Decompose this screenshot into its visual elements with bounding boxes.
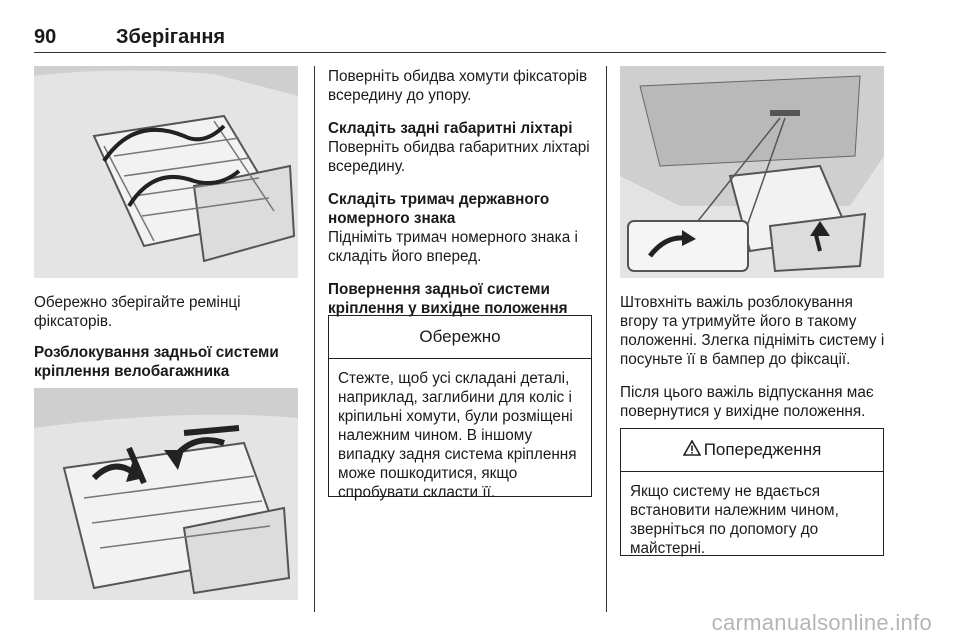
para-lift-plate-holder: Підніміть тримач номерного знака і складіть його вперед. (328, 229, 578, 265)
warning-box-title: Попередження (703, 440, 822, 459)
para-rotate-lights: Поверніть обидва габаритних ліхтарі всередину. (328, 139, 590, 175)
illustration-fold-carrier (34, 388, 298, 600)
warning-box-body: Якщо систему не вдається встановити належним чином, зверніться по допомогу до майстерні. (630, 483, 839, 557)
heading-fold-plate-holder: Складіть тримач державного номерного знака (328, 191, 550, 227)
page-number: 90 (34, 26, 57, 48)
illustration-release-lever (620, 66, 884, 278)
warning-triangle-icon (683, 440, 701, 461)
heading-fold-lights: Складіть задні габаритні ліхтарі (328, 120, 573, 137)
heading-unlock-carrier: Розблокування задньої системи кріплення велобагажника (34, 344, 279, 380)
para-rotate-clamps: Поверніть обидва хомути фіксаторів всередину до упору. (328, 68, 588, 104)
warning-box (620, 428, 884, 556)
page-header (34, 26, 886, 53)
column-divider-2 (606, 66, 607, 612)
column-divider-1 (314, 66, 315, 612)
para-lever-returns: Після цього важіль відпускання має повернутися у вихідне положення. (620, 384, 874, 420)
page-title: Зберігання (116, 26, 226, 48)
caption-store-straps: Обережно зберігайте ремінці фіксаторів. (34, 294, 241, 330)
warning-box-header (621, 429, 883, 472)
caution-box (328, 315, 592, 501)
heading-return-carrier: Повернення задньої системи кріплення у вихідне положення (328, 281, 568, 317)
para-push-lever: Штовхніть важіль розблокування вгору та утримуйте його в такому положенні. Злегка підніміть систему і посуньте її в бампер до фіксації. (620, 294, 885, 368)
watermark: carmanualsonline.info (711, 610, 932, 635)
caution-box-body: Стежте, щоб усі складані деталі, наприклад, заглибини для коліс і кріпильні хомути, були розміщені належним чином. В іншому випадку задня система кріплення може пошкодитися, якщо спробувати скласти її. (338, 370, 577, 501)
illustration-bike-carrier-straps (34, 66, 298, 278)
caution-box-title: Обережно (329, 316, 591, 359)
